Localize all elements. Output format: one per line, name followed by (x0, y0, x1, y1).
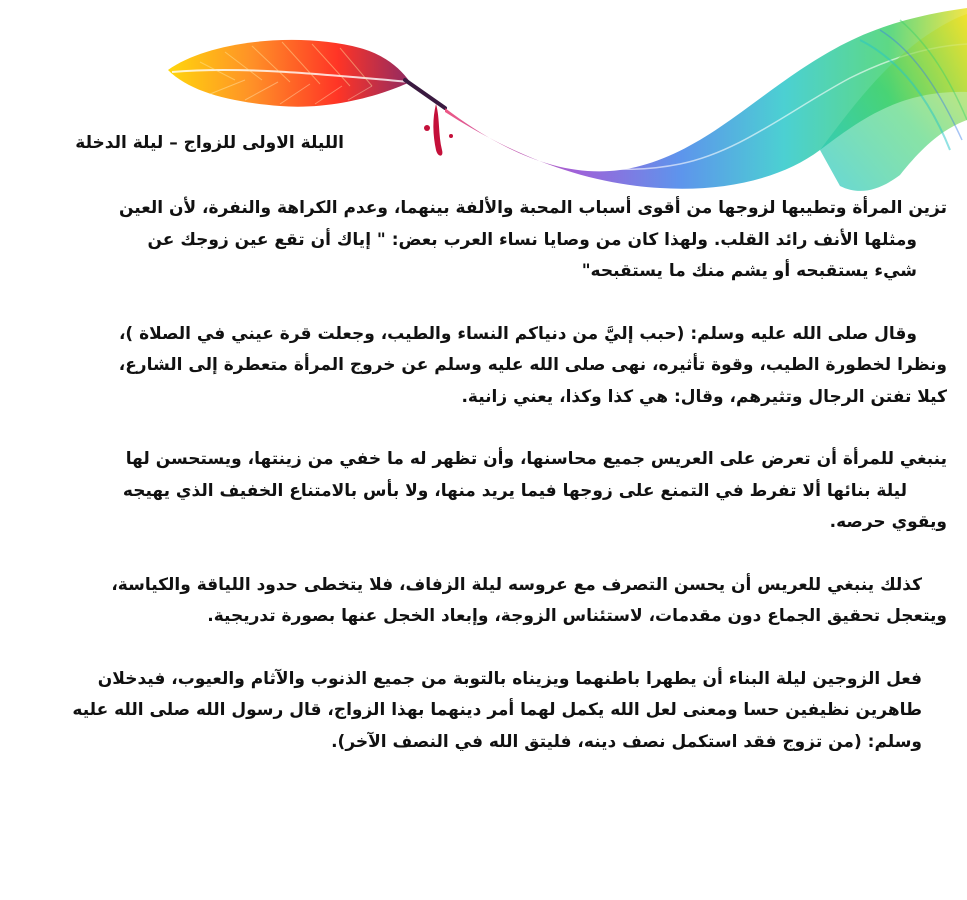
text-line: شيء يستقبحه أو يشم منك ما يستقبحه" (581, 261, 917, 281)
text-line: ومثلها الأنف رائد القلب. ولهذا كان من وصايا نساء العرب بعض: " إياك أن تقع عين زوجك عن (147, 229, 917, 250)
paragraph-2 (30, 319, 947, 414)
paragraph-1 (30, 193, 947, 288)
ink-drops (424, 104, 453, 156)
article-body (30, 193, 947, 782)
paragraph-5 (30, 664, 947, 751)
document-title: الليلة الاولى للزواج – ليلة الدخلة (75, 133, 344, 153)
text-line: كذلك ينبغي للعريس أن يحسن التصرف مع عروسه ليلة الزفاف، فلا يتخطى حدود اللياقة والكياسة، (111, 574, 922, 595)
rainbow-ribbon (445, 8, 967, 191)
text-line: ليلة بنائها ألا تفرط في التمنع على زوجها فيما يريد منها، ولا بأس بالامتناع الخفيف الذي يهيجه (122, 480, 907, 501)
text-line: ينبغي للمرأة أن تعرض على العريس جميع محاسنها، وأن تظهر له ما خفي من زينتها، ويستحسن لها (125, 449, 947, 469)
text-line: طاهرين نظيفين حسا ومعنى لعل الله يكمل لهما أمر دينهما بهذا الزواج، قال رسول الله صلى الله عليه (72, 700, 922, 720)
text-line: ويقوي حرصه. (829, 512, 947, 532)
text-line: كيلا تفتن الرجال وتثيرهم، وقال: هي كذا وكذا، يعني زانية. (461, 386, 947, 407)
text-line: وقال صلى الله عليه وسلم: (حبب إليَّ من دنياكم النساء والطيب، وجعلت قرة عيني في الصلاة )، (118, 323, 917, 344)
text-line: ويتعجل تحقيق الجماع دون مقدمات، لاستئناس الزوجة، وإبعاد الخجل عنها بصورة تدريجية. (207, 606, 947, 626)
text-line: وسلم: (من تزوج فقد استكمل نصف دينه، فليتق الله في النصف الآخر). (331, 731, 922, 751)
paragraph-3 (30, 444, 947, 539)
paragraph-4 (30, 570, 947, 633)
feather-rainbow-illustration (0, 0, 967, 200)
text-line: ونظرا لخطورة الطيب، وقوة تأثيره، نهى صلى الله عليه وسلم عن خروج المرأة متعطرة إلى الشارع، (118, 355, 947, 375)
feather-shape (168, 40, 445, 108)
text-line: فعل الزوجين ليلة البناء أن يطهرا باطنهما ويزيناه بالتوبة من جميع الذنوب والآثام والعيوب، فيدخلان (97, 668, 922, 689)
text-line: تزين المرأة وتطيبها لزوجها من أقوى أسباب المحبة والألفة بينهما، وعدم الكراهة والنفرة، لأن العين (119, 198, 947, 218)
